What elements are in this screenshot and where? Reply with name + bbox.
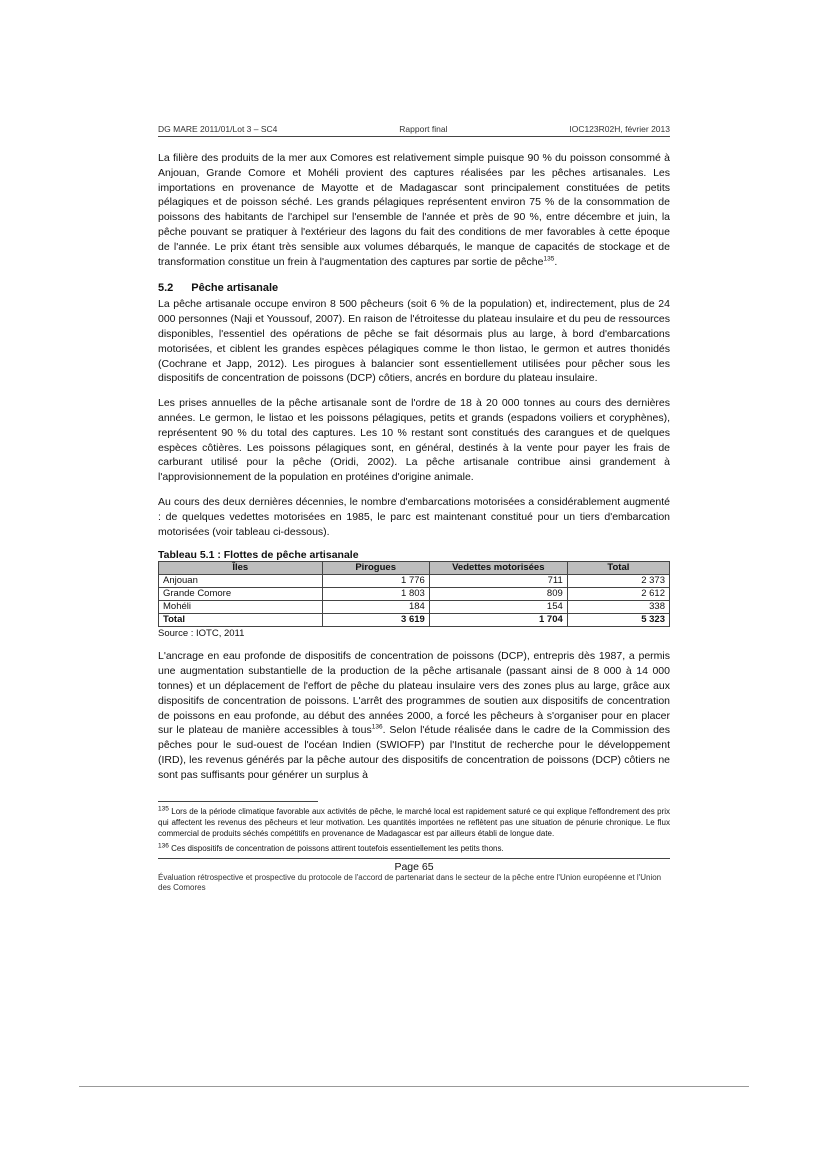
footnote-ref-136[interactable]: 136 <box>371 723 383 731</box>
cell-total-motorboats: 1 704 <box>429 614 567 627</box>
header-reference: DG MARE 2011/01/Lot 3 – SC4 <box>158 124 278 134</box>
table-source: Source : IOTC, 2011 <box>158 628 245 640</box>
cell-total: 2 373 <box>567 575 669 588</box>
paragraph-4: Au cours des deux dernières décennies, le nombre d'embarcations motorisées a considérablement augmenté : de quelques vedettes motorisées en 1985, le parc est maintenant constitué pour un tiers d'embarcation motorisées (voir tableau ci-dessous). <box>158 495 670 538</box>
footnote-separator <box>158 801 318 802</box>
column-header-motorboats: Vedettes motorisées <box>429 562 567 575</box>
cell-total: 338 <box>567 601 669 614</box>
cell-motorboats: 809 <box>429 588 567 601</box>
cell-pirogues: 1 776 <box>322 575 429 588</box>
table-row <box>159 588 670 601</box>
footer-description: Évaluation rétrospective et prospective du protocole de l'accord de partenariat dans le secteur de la pêche entre l'Union européenne et l'Union des Comores <box>158 872 662 892</box>
cell-pirogues: 184 <box>322 601 429 614</box>
table-row <box>159 575 670 588</box>
cell-pirogues: 1 803 <box>322 588 429 601</box>
cell-total-label: Total <box>159 614 323 627</box>
footnote-135: $^{135}$ Lors de la période climatique favorable aux activités de pêche, le marché local est rapidement saturé ce qui explique l'effondrement des prix qui affectent les revenus des pêcheurs et leur motivation. Les quantités importées ne reflètent pas une situation de pénurie chronique. Le flux commercial de produits séchés compétitifs en provenance de Madagascar est par ailleurs établi de longue date. <box>158 804 670 838</box>
paragraph-5: L'ancrage en eau profonde de dispositifs de concentration de poissons (DCP), entrepris dès 1987, a permis une augmentation substantielle de la production de la pêche artisanale (passant ainsi de 8 000 à 14 000 tonnes) et un déplacement de l'effort de pêche du plateau insulaire vers des zones plus au large, grâce aux dispositifs de concentration de poissons. L'arrêt des programmes de soutien aux dispositifs de concentration de poissons en eau profonde, au début des années 2000, a forcé les pêcheurs à s'organiser pour en placer sur le plateau de manière accessibles à tous$^{136}$. Selon l'étude réalisée dans le cadre de la Commission des pêches pour le sud-ouest de l'océan Indien (SWIOFP) par l'Institut de recherche pour le développement (IRD), les revenus générés par la pêche autour des dispositifs de concentration de poissons (DCP) côtiers ne sont pas suffisants pour générer un surplus à <box>158 650 670 781</box>
cell-island: Mohéli <box>159 601 323 614</box>
section-title: Pêche artisanale <box>191 282 279 295</box>
fleet-table <box>158 561 670 627</box>
cell-motorboats: 711 <box>429 575 567 588</box>
document-page <box>158 124 670 893</box>
viewer-divider <box>79 1086 749 1087</box>
table-row <box>159 601 670 614</box>
section-number: 5.2 <box>158 282 174 295</box>
page-footer <box>158 858 670 893</box>
header-date: IOC123R02H, février 2013 <box>569 124 670 134</box>
paragraph-3: Les prises annuelles de la pêche artisanale sont de l'ordre de 18 à 20 000 tonnes au cours des dernières années. Le germon, le listao et les poissons pélagiques, petits et grands (espadons voiliers et coryphènes), représentent 90 % du total des captures. Les 10 % restant sont constitués des carangues et de quelques espèces côtières. Les poissons pélagiques sont, en général, destinés à la vente pour payer les frais de carburant utilisé pour la pêche (Oridi, 2002). La pêche artisanale contribue ainsi grandement à l'approvisionnement de la population en protéines d'origine animale. <box>158 397 670 484</box>
page-number: Page 65 <box>394 860 434 873</box>
cell-total-pirogues: 3 619 <box>322 614 429 627</box>
column-header-pirogues: Pirogues <box>322 562 429 575</box>
header-report-type: Rapport final <box>399 124 448 134</box>
table-caption: Tableau 5.1 : Flottes de pêche artisanale <box>158 549 359 562</box>
column-header-total: Total <box>567 562 669 575</box>
cell-total: 2 612 <box>567 588 669 601</box>
table-header-row <box>159 562 670 575</box>
paragraph-1: La filière des produits de la mer aux Comores est relativement simple puisque 90 % du poisson consommé à Anjouan, Grande Comore et Mohéli provient des captures réalisées par les pêches artisanales. Les importations en provenance de Mayotte et de Madagascar sont principalement constituées de petits pélagiques et de poisson séché. Les grands pélagiques représentent environ 75 % de la consommation de poissons des habitants de l'archipel sur l'ensemble de l'année et près de 90 %, entre décembre et juin, la pêche pouvant se pratiquer à l'extérieur des lagons du fait des conditions de mer favorables à cette époque de l'année. Le prix étant très sensible aux volumes débarqués, le manque de capacités de stockage et de transformation constitue un frein à l'augmentation des captures par sortie de pêche$^{135}$. <box>158 152 670 268</box>
cell-island: Grande Comore <box>159 588 323 601</box>
section-heading <box>158 282 670 294</box>
footnote-136: $^{136}$ Ces dispositifs de concentration de poissons attirent toutefois essentiellement les petits thons. <box>158 841 504 853</box>
table-total-row <box>159 614 670 627</box>
page-header <box>158 124 670 137</box>
cell-motorboats: 154 <box>429 601 567 614</box>
cell-grand-total: 5 323 <box>567 614 669 627</box>
footnote-ref-135[interactable]: 135 <box>543 255 555 263</box>
body-text <box>158 151 670 783</box>
paragraph-2: La pêche artisanale occupe environ 8 500 pêcheurs (soit 6 % de la population) et, indirectement, plus de 24 000 personnes (Naji et Youssouf, 2007). En raison de l'étroitesse du plateau insulaire et du peu de ressources disponibles, l'essentiel des opérations de pêche se fait désormais plus au large, à bord d'embarcations motorisées, et ciblent les grandes espèces pélagiques comme le thon listao, le germon et autres thonidés (Cochrane et Japp, 2012). Les pirogues à balancier sont essentiellement utilisées pour pêcher sous les dispositifs de concentration de poissons (DCP) côtiers, ancrés en bordure du plateau insulaire. <box>158 298 670 385</box>
column-header-islands: Îles <box>159 562 323 575</box>
cell-island: Anjouan <box>159 575 323 588</box>
